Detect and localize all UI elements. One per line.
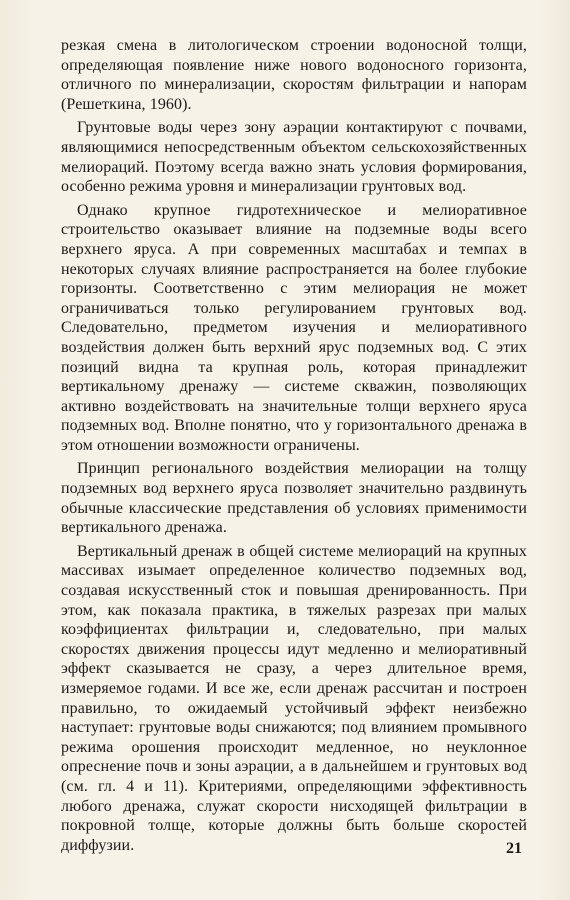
page-body-text	[61, 36, 527, 855]
paragraph-continuation: резкая смена в литологическом строении водоносной толщи, определяющая появление ниже нового водоносного горизонта, отличного по минерализации, скоростям фильтрации и напорам (Решеткина, 1960).	[61, 37, 527, 113]
page-number: 21	[506, 840, 522, 857]
paragraph-regional-principle: Принцип регионального воздействия мелиорации на толщу подземных вод верхнего яруса позволяет значительно раздвинуть обычные классические представления об условиях применимости вертикального дренажа.	[61, 460, 527, 537]
paragraph-hydrotechnical-construction: Однако крупное гидротехническое и мелиоративное строительство оказывает влияние на подземные воды всего верхнего яруса. А при современных масштабах и темпах в некоторых случаях влияние распространяется на более глубокие горизонты. Соответственно с этим мелиорация не может ограничиваться только регулированием грунтовых вод. Следовательно, предметом изучения и мелиоративного воздействия должен быть верхний ярус подземных вод. С этих позиций видна та крупная роль, которая принадлежит вертикальному дренажу — системе скважин, позволяющих активно воздействовать на значительные толщи верхнего яруса подземных вод. Вполне понятно, что у горизонтального дренажа в этом отношении возможности ограничены.	[61, 201, 527, 454]
paragraph-vertical-drainage: Вертикальный дренаж в общей системе мелиораций на крупных массивах изымает определенное количество подземных вод, создавая искусственный сток и повышая дренированность. При этом, как показала практика, в тяжелых разрезах при малых коэффициентах фильтрации и, следовательно, при малых скоростях движения процессы идут медленно и мелиоративный эффект сказывается не сразу, а через длительное время, измеряемое годами. И все же, если дренаж рассчитан и построен правильно, то ожидаемый устойчивый эффект неизбежно наступает: грунтовые воды снижаются; под влиянием промывного режима орошения происходит медленное, но неуклонное опреснение почв и зоны аэрации, а в дальнейшем и грунтовых вод (см. гл. 4 и 11). Критериями, определяющими эффективность любого дренажа, служат скорости нисходящей фильтрации в покровной толще, которые должны быть больше скоростей диффузии.	[61, 542, 527, 854]
paragraph-groundwater-soils: Грунтовые воды через зону аэрации контактируют с почвами, являющимися непосредственным объектом сельскохозяйственных мелиораций. Поэтому всегда важно знать условия формирования, особенно режима уровня и минерализации грунтовых вод.	[61, 119, 527, 196]
